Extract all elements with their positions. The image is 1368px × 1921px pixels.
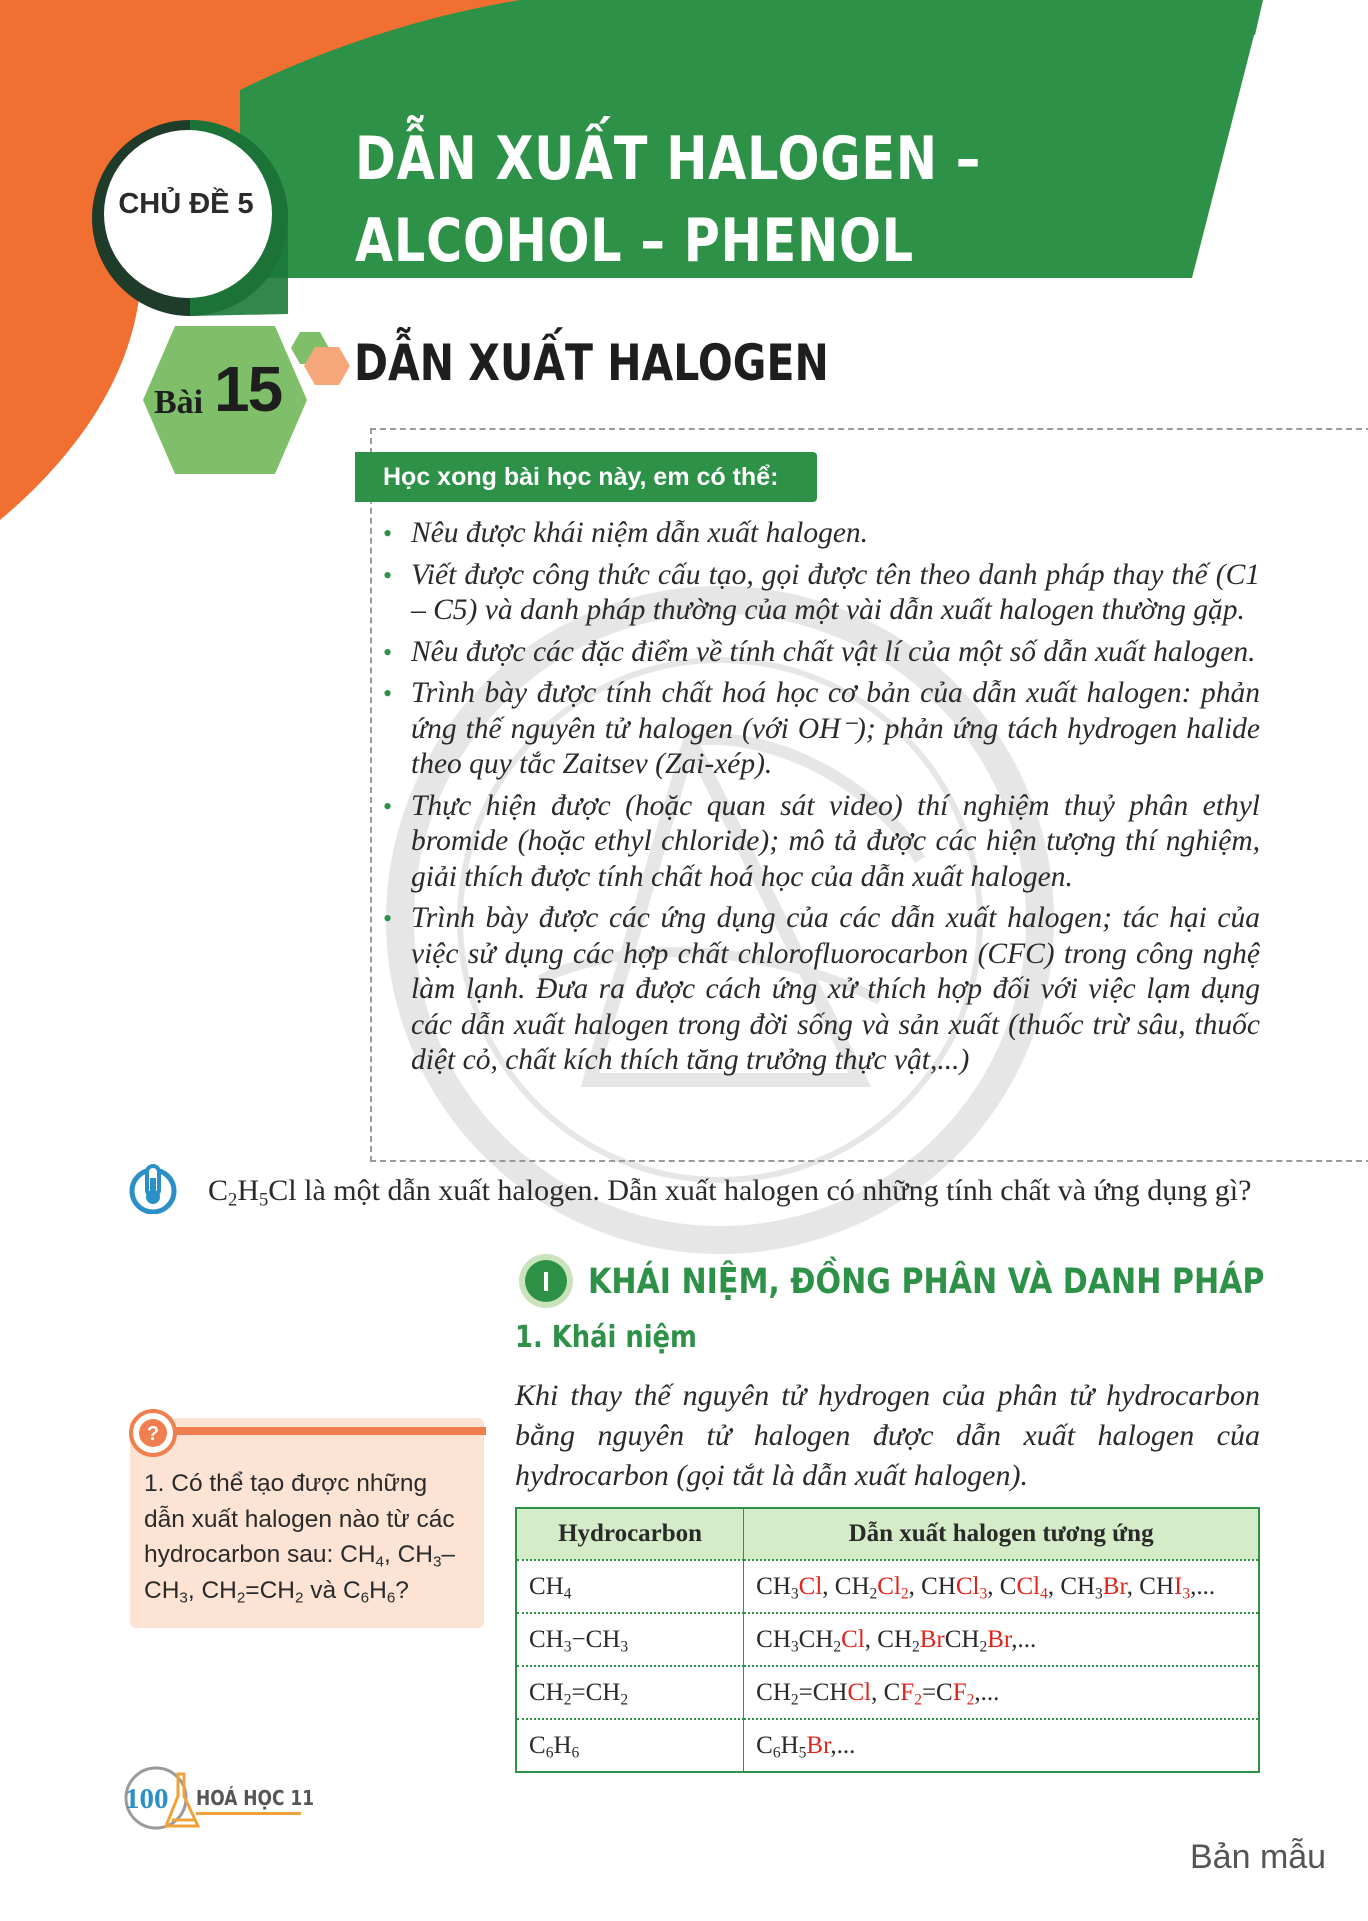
chapter-title-line2: ALCOHOL – PHENOL — [355, 206, 914, 276]
cell-hydrocarbon: $CH_3-CH_3$ — [516, 1613, 744, 1666]
cell-derivatives: $CH_3Cl$, $CH_2Cl_2$, CHCl$_3$, CCl$_4$, $CH_3Br$, $CHI_3$,... — [744, 1560, 1259, 1613]
section-numeral-badge — [514, 1252, 584, 1310]
intro-formula: $C_2H_5Cl$ — [208, 1174, 297, 1211]
cell-hydrocarbon: $CH_4$ — [516, 1560, 744, 1613]
cell-hydrocarbon: $CH_2=CH_2$ — [516, 1666, 744, 1719]
bullet-icon: • — [383, 791, 393, 821]
objective-item: • Viết được công thức cấu tạo, gọi được tên theo danh pháp thay thế (C1 – C5) và danh pháp thường của một vài dẫn xuất halogen thường gặp. — [383, 558, 1260, 626]
bullet-icon: • — [383, 560, 393, 590]
chapter-title — [355, 118, 981, 282]
cell-derivatives: $CH_2=CHCl$, $CF_2=CF_2$,... — [744, 1666, 1259, 1719]
objectives-list — [380, 516, 1260, 1085]
column-header-derivative: Dẫn xuất halogen tương ứng — [744, 1508, 1259, 1560]
lesson-title: DẪN XUẤT HALOGEN — [354, 334, 829, 392]
halogen-derivatives-table — [515, 1507, 1260, 1773]
column-header-hydrocarbon: Hydrocarbon — [516, 1508, 744, 1560]
question-icon — [128, 1408, 178, 1458]
bullet-icon: • — [383, 904, 393, 933]
thermometer-icon — [128, 1164, 178, 1214]
table-row — [516, 1719, 1259, 1772]
objective-item: • Trình bày được tính chất hoá học cơ bản của dẫn xuất halogen: phản ứng thế nguyên tử halogen (với OH⁻); phản ứng tách hydrogen halide theo quy tắc Zaitsev (Zai-xép). — [383, 677, 1260, 780]
objectives-header: Học xong bài học này, em có thể: — [355, 452, 817, 502]
question-box-rule — [162, 1427, 486, 1435]
page-number: 100 — [125, 1783, 169, 1815]
bullet-icon: • — [383, 679, 393, 708]
table-row — [516, 1613, 1259, 1666]
objective-item: • Nêu được các đặc điểm về tính chất vật lí của một số dẫn xuất halogen. — [380, 635, 1260, 671]
sample-mark: Bản mẫu — [1190, 1838, 1327, 1876]
green-banner-top — [500, 0, 1263, 35]
table-row — [516, 1560, 1259, 1613]
book-name: HOÁ HỌC 11 — [196, 1786, 315, 1810]
intro-question: là một dẫn xuất halogen. Dẫn xuất halogen có những tính chất và ứng dụng gì? — [296, 1174, 1252, 1207]
question-text: 1. Có thể tạo được những dẫn xuất halogen nào từ các hydrocarbon sau: $CH_4$, $CH_3-CH_3$, $CH_2=CH_2$ và $C_6H_6$? — [144, 1470, 456, 1607]
cell-hydrocarbon: $C_6H_6$ — [516, 1719, 744, 1772]
book-name-underline — [196, 1812, 301, 1815]
objective-item: • Trình bày được các ứng dụng của các dẫn xuất halogen; tác hại của việc sử dụng các hợp chất chlorofluorocarbon (CFC) trong công nghệ làm lạnh. Đưa ra được cách ứng xử thích hợp đối với việc lạm dụng các dẫn xuất halogen trong đời sống và sản xuất (thuốc trừ sâu, thuốc diệt cỏ, chất kích thích tăng trưởng thực vật,...) — [383, 902, 1260, 1076]
intro-text — [208, 1172, 1262, 1210]
chapter-badge-label: CHỦ ĐỀ 5 — [118, 188, 254, 220]
subsection-title: 1. Khái niệm — [515, 1320, 697, 1355]
bullet-icon: • — [383, 519, 393, 548]
table-header-row — [516, 1508, 1259, 1560]
svg-text:?: ? — [146, 1423, 160, 1445]
cell-derivatives: $C_6H_5Br$,... — [744, 1719, 1259, 1772]
section-title: KHÁI NIỆM, ĐỒNG PHÂN VÀ DANH PHÁP — [588, 1262, 1265, 1302]
lesson-number: 15 — [214, 353, 282, 425]
table-row — [516, 1666, 1259, 1719]
definition-text: Khi thay thế nguyên tử hydrogen của phân tử hydrocarbon bằng nguyên tử halogen được dẫn xuất halogen của hydrocarbon (gọi tắt là dẫn xuất halogen). — [515, 1379, 1260, 1492]
objective-item: • Nêu được khái niệm dẫn xuất halogen. — [380, 516, 1260, 552]
cell-derivatives: $CH_3CH_2Cl$, $CH_2BrCH_2Br$,... — [744, 1613, 1259, 1666]
lesson-word: Bài — [154, 384, 204, 421]
bullet-icon: • — [383, 637, 393, 667]
objective-item: • Thực hiện được (hoặc quan sát video) thí nghiệm thuỷ phân ethyl bromide (hoặc ethyl chloride); mô tả được các hiện tượng thí nghiệm, giải thích được tính chất hoá học của dẫn xuất halogen. — [383, 789, 1260, 893]
section-numeral: I — [542, 1266, 550, 1297]
chapter-title-line1: DẪN XUẤT HALOGEN – — [355, 124, 982, 194]
